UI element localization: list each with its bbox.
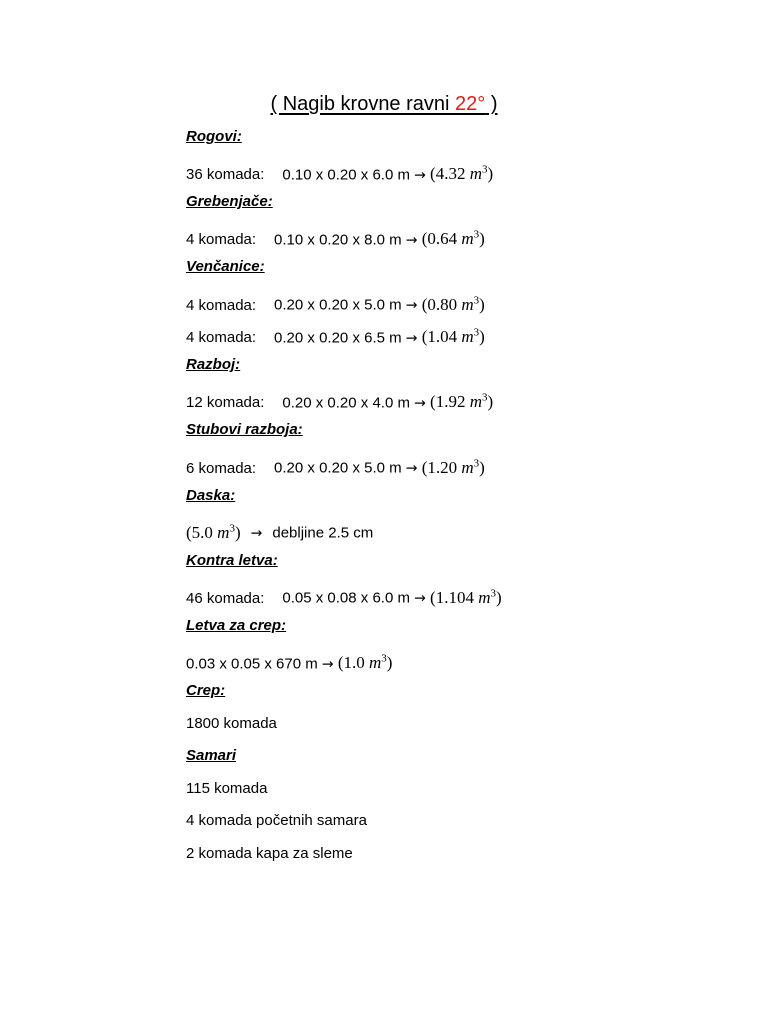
- arrow-icon: →: [250, 525, 263, 542]
- unit-variable: m: [369, 653, 382, 673]
- item-line: [186, 582, 746, 615]
- item-quantity: 36 komada:: [186, 166, 265, 184]
- unit-variable: m: [461, 327, 474, 347]
- item-line: [186, 517, 746, 550]
- volume-value: (4.32 $m^3$): [430, 163, 494, 184]
- unit-variable: m: [461, 294, 474, 314]
- item-text: 4 komada početnih samara: [186, 812, 367, 830]
- item-line: [186, 387, 746, 420]
- item-text: 115 komada: [186, 779, 268, 797]
- section-heading: Crep:: [186, 682, 226, 700]
- unit-exponent: 3: [381, 652, 387, 665]
- unit-variable: m: [469, 392, 482, 412]
- item-dimensions: 0.20 x 0.20 x 6.5 m: [274, 329, 402, 347]
- item-line: [186, 452, 746, 485]
- unit-variable: m: [461, 457, 474, 477]
- material-list: [186, 126, 746, 876]
- arrow-icon: →: [321, 656, 334, 673]
- item-dimensions: 0.10 x 0.20 x 8.0 m: [274, 231, 402, 249]
- item-line: [186, 159, 746, 192]
- section-heading-row: [186, 550, 746, 583]
- volume-value: (0.80 $m^3$): [421, 293, 485, 314]
- item-note: debljine 2.5 cm: [272, 524, 374, 542]
- section-heading: Kontra letva:: [186, 551, 278, 569]
- item-dimensions: 0.20 x 0.20 x 5.0 m: [274, 296, 402, 314]
- item-text: 2 komada kapa za sleme: [186, 845, 353, 863]
- section-heading: Daska:: [186, 486, 236, 504]
- volume-value: (5.0 $m^3$): [186, 522, 241, 542]
- section-heading-row: [186, 354, 746, 387]
- section-heading-row: [186, 680, 746, 713]
- section-heading-row: [186, 256, 746, 289]
- volume-value: (1.92 $m^3$): [430, 391, 494, 412]
- unit-exponent: 3: [473, 228, 480, 241]
- item-quantity: 4 komada:: [186, 231, 257, 249]
- title-prefix: ( Nagib krovne ravni: [270, 93, 456, 115]
- arrow-icon: →: [405, 297, 418, 314]
- item-dimensions: 0.03 x 0.05 x 670 m: [186, 655, 318, 673]
- section-heading: Rogovi:: [186, 128, 242, 145]
- title-text: [271, 93, 498, 115]
- item-line: [186, 648, 746, 681]
- unit-variable: m: [478, 587, 491, 607]
- volume-value: (0.64 $m^3$): [421, 228, 485, 249]
- item-dimensions: 0.20 x 0.20 x 5.0 m: [274, 459, 402, 477]
- volume-value: (1.104 $m^3$): [430, 587, 502, 607]
- item-line: [186, 322, 746, 355]
- unit-variable: m: [217, 522, 230, 542]
- unit-variable: m: [461, 229, 474, 249]
- unit-exponent: 3: [482, 391, 488, 404]
- section-heading-row: [186, 191, 746, 224]
- arrow-icon: →: [414, 395, 426, 412]
- volume-value: (1.04 $m^3$): [421, 326, 485, 347]
- arrow-icon: →: [405, 460, 418, 477]
- arrow-icon: →: [414, 167, 426, 184]
- section-heading: Venčanice:: [186, 258, 265, 276]
- unit-exponent: 3: [229, 522, 235, 535]
- unit-exponent: 3: [473, 326, 480, 339]
- unit-exponent: 3: [473, 456, 480, 469]
- unit-exponent: 3: [490, 587, 496, 600]
- section-heading-row: [186, 745, 746, 778]
- item-line: [186, 224, 746, 257]
- item-line: [186, 289, 746, 322]
- section-heading: Stubovi razboja:: [186, 421, 303, 439]
- section-heading-row: [186, 419, 746, 452]
- unit-variable: m: [469, 164, 482, 184]
- item-dimensions: 0.10 x 0.20 x 6.0 m: [282, 166, 410, 184]
- section-heading-row: [186, 615, 746, 648]
- item-quantity: 46 komada:: [186, 589, 265, 607]
- section-heading: Grebenjače:: [186, 193, 273, 211]
- item-text: 1800 komada: [186, 714, 277, 732]
- section-heading: Letva za crep:: [186, 616, 287, 634]
- arrow-icon: →: [405, 330, 418, 347]
- volume-value: (1.20 $m^3$): [421, 456, 485, 477]
- item-quantity: 12 komada:: [186, 394, 265, 412]
- item-quantity: 6 komada:: [186, 459, 257, 477]
- item-quantity: 4 komada:: [186, 296, 257, 314]
- unit-exponent: 3: [482, 163, 488, 176]
- item-dimensions: 0.20 x 0.20 x 4.0 m: [282, 394, 410, 412]
- section-heading: Samari: [186, 747, 237, 765]
- volume-value: (1.0 $m^3$): [337, 652, 393, 673]
- arrow-icon: →: [414, 590, 426, 607]
- section-heading: Razboj:: [186, 356, 241, 374]
- page-title: [0, 90, 768, 118]
- section-heading-row: [186, 126, 746, 159]
- unit-exponent: 3: [473, 293, 480, 306]
- item-dimensions: 0.05 x 0.08 x 6.0 m: [282, 589, 410, 607]
- arrow-icon: →: [405, 232, 418, 249]
- section-heading-row: [186, 485, 746, 518]
- item-quantity: 4 komada:: [186, 329, 257, 347]
- title-angle: 22°: [455, 93, 486, 115]
- title-suffix: ): [485, 93, 498, 115]
